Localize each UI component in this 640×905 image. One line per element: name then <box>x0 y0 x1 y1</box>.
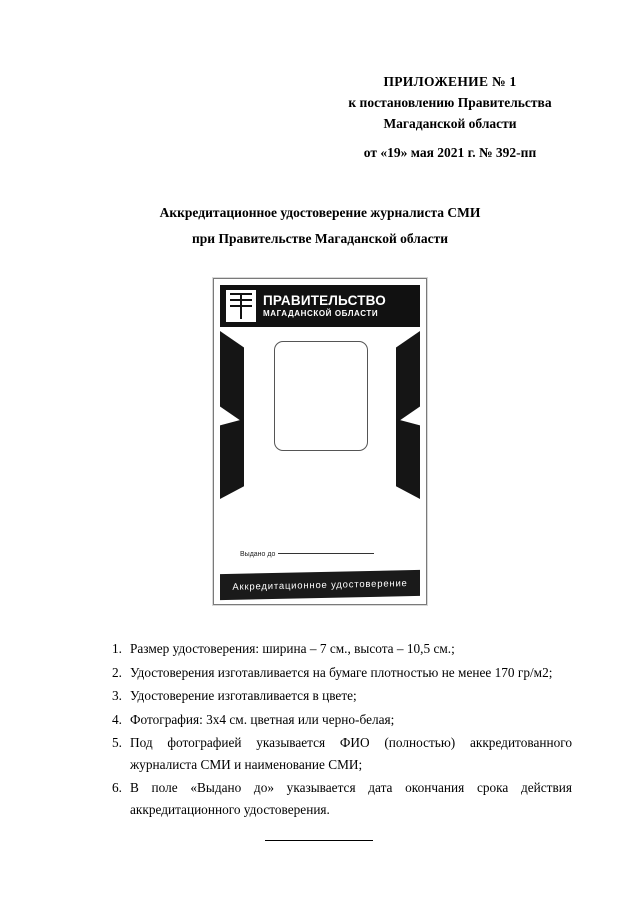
requirements-list <box>100 638 572 822</box>
badge-issued-until <box>240 551 374 558</box>
press-badge <box>213 278 427 605</box>
list-item-text: Удостоверение изготавливается в цвете; <box>130 688 357 704</box>
list-item-number: 2. <box>112 664 122 680</box>
badge-decor-wedge-left-top <box>220 331 244 423</box>
appendix-decree-date: от «19» мая 2021 г. № 392-пп <box>363 144 537 160</box>
badge-decor-wedge-right-top <box>396 331 420 423</box>
badge-decor-wedge-right-bottom <box>396 419 420 499</box>
list-item-number: 4. <box>112 711 122 727</box>
page-title-line-1: Аккредитационное удостоверение журналиста СМИ <box>159 205 481 220</box>
badge-issued-until-rule <box>278 553 374 554</box>
list-item <box>100 638 572 660</box>
badge-org-line-2: МАГАДАНСКОЙ ОБЛАСТИ <box>263 308 379 318</box>
badge-issued-until-label: Выдано до <box>240 551 276 558</box>
list-item-text: В поле «Выдано до» указывается дата окончания срока действия аккредитационного удостоверения. <box>130 780 572 817</box>
appendix-reference-line-2: Магаданской области <box>383 115 517 131</box>
page-title <box>70 200 570 251</box>
badge-footer-caption: Аккредитационное удостоверение <box>220 570 420 600</box>
list-item-number: 6. <box>112 780 122 796</box>
coat-of-arms-icon <box>226 290 256 322</box>
badge-decor-wedge-left-bottom <box>220 419 244 499</box>
list-item-number: 3. <box>112 688 122 704</box>
badge-header-bar <box>220 285 420 327</box>
appendix-number: ПРИЛОЖЕНИЕ № 1 <box>383 74 517 89</box>
list-item <box>100 685 572 707</box>
list-item <box>100 709 572 731</box>
list-item <box>100 732 572 775</box>
list-item-text: Фотография: 3х4 см. цветная или черно-белая; <box>130 711 395 727</box>
list-item-text: Размер удостоверения: ширина – 7 см., высота – 10,5 см.; <box>130 641 455 656</box>
list-item-number: 5. <box>112 735 122 751</box>
list-item-text: Удостоверения изготавливается на бумаге плотностью не менее 170 гр/м2; <box>130 664 553 680</box>
list-item <box>100 777 572 820</box>
badge-org-titles <box>263 294 386 319</box>
list-item <box>100 662 572 684</box>
badge-illustration <box>0 278 640 605</box>
page-title-line-2: при Правительстве Магаданской области <box>192 230 448 246</box>
document-end-rule <box>265 840 373 841</box>
badge-org-line-1: ПРАВИТЕЛЬСТВО <box>263 292 386 308</box>
appendix-reference-line-1: к постановлению Правительства <box>348 94 552 110</box>
badge-photo-placeholder <box>274 341 368 451</box>
appendix-header <box>300 72 600 164</box>
list-item-text: Под фотографией указывается ФИО (полностью) аккредитованного журналиста СМИ и наименование СМИ; <box>130 735 572 772</box>
list-item-number: 1. <box>112 641 122 656</box>
